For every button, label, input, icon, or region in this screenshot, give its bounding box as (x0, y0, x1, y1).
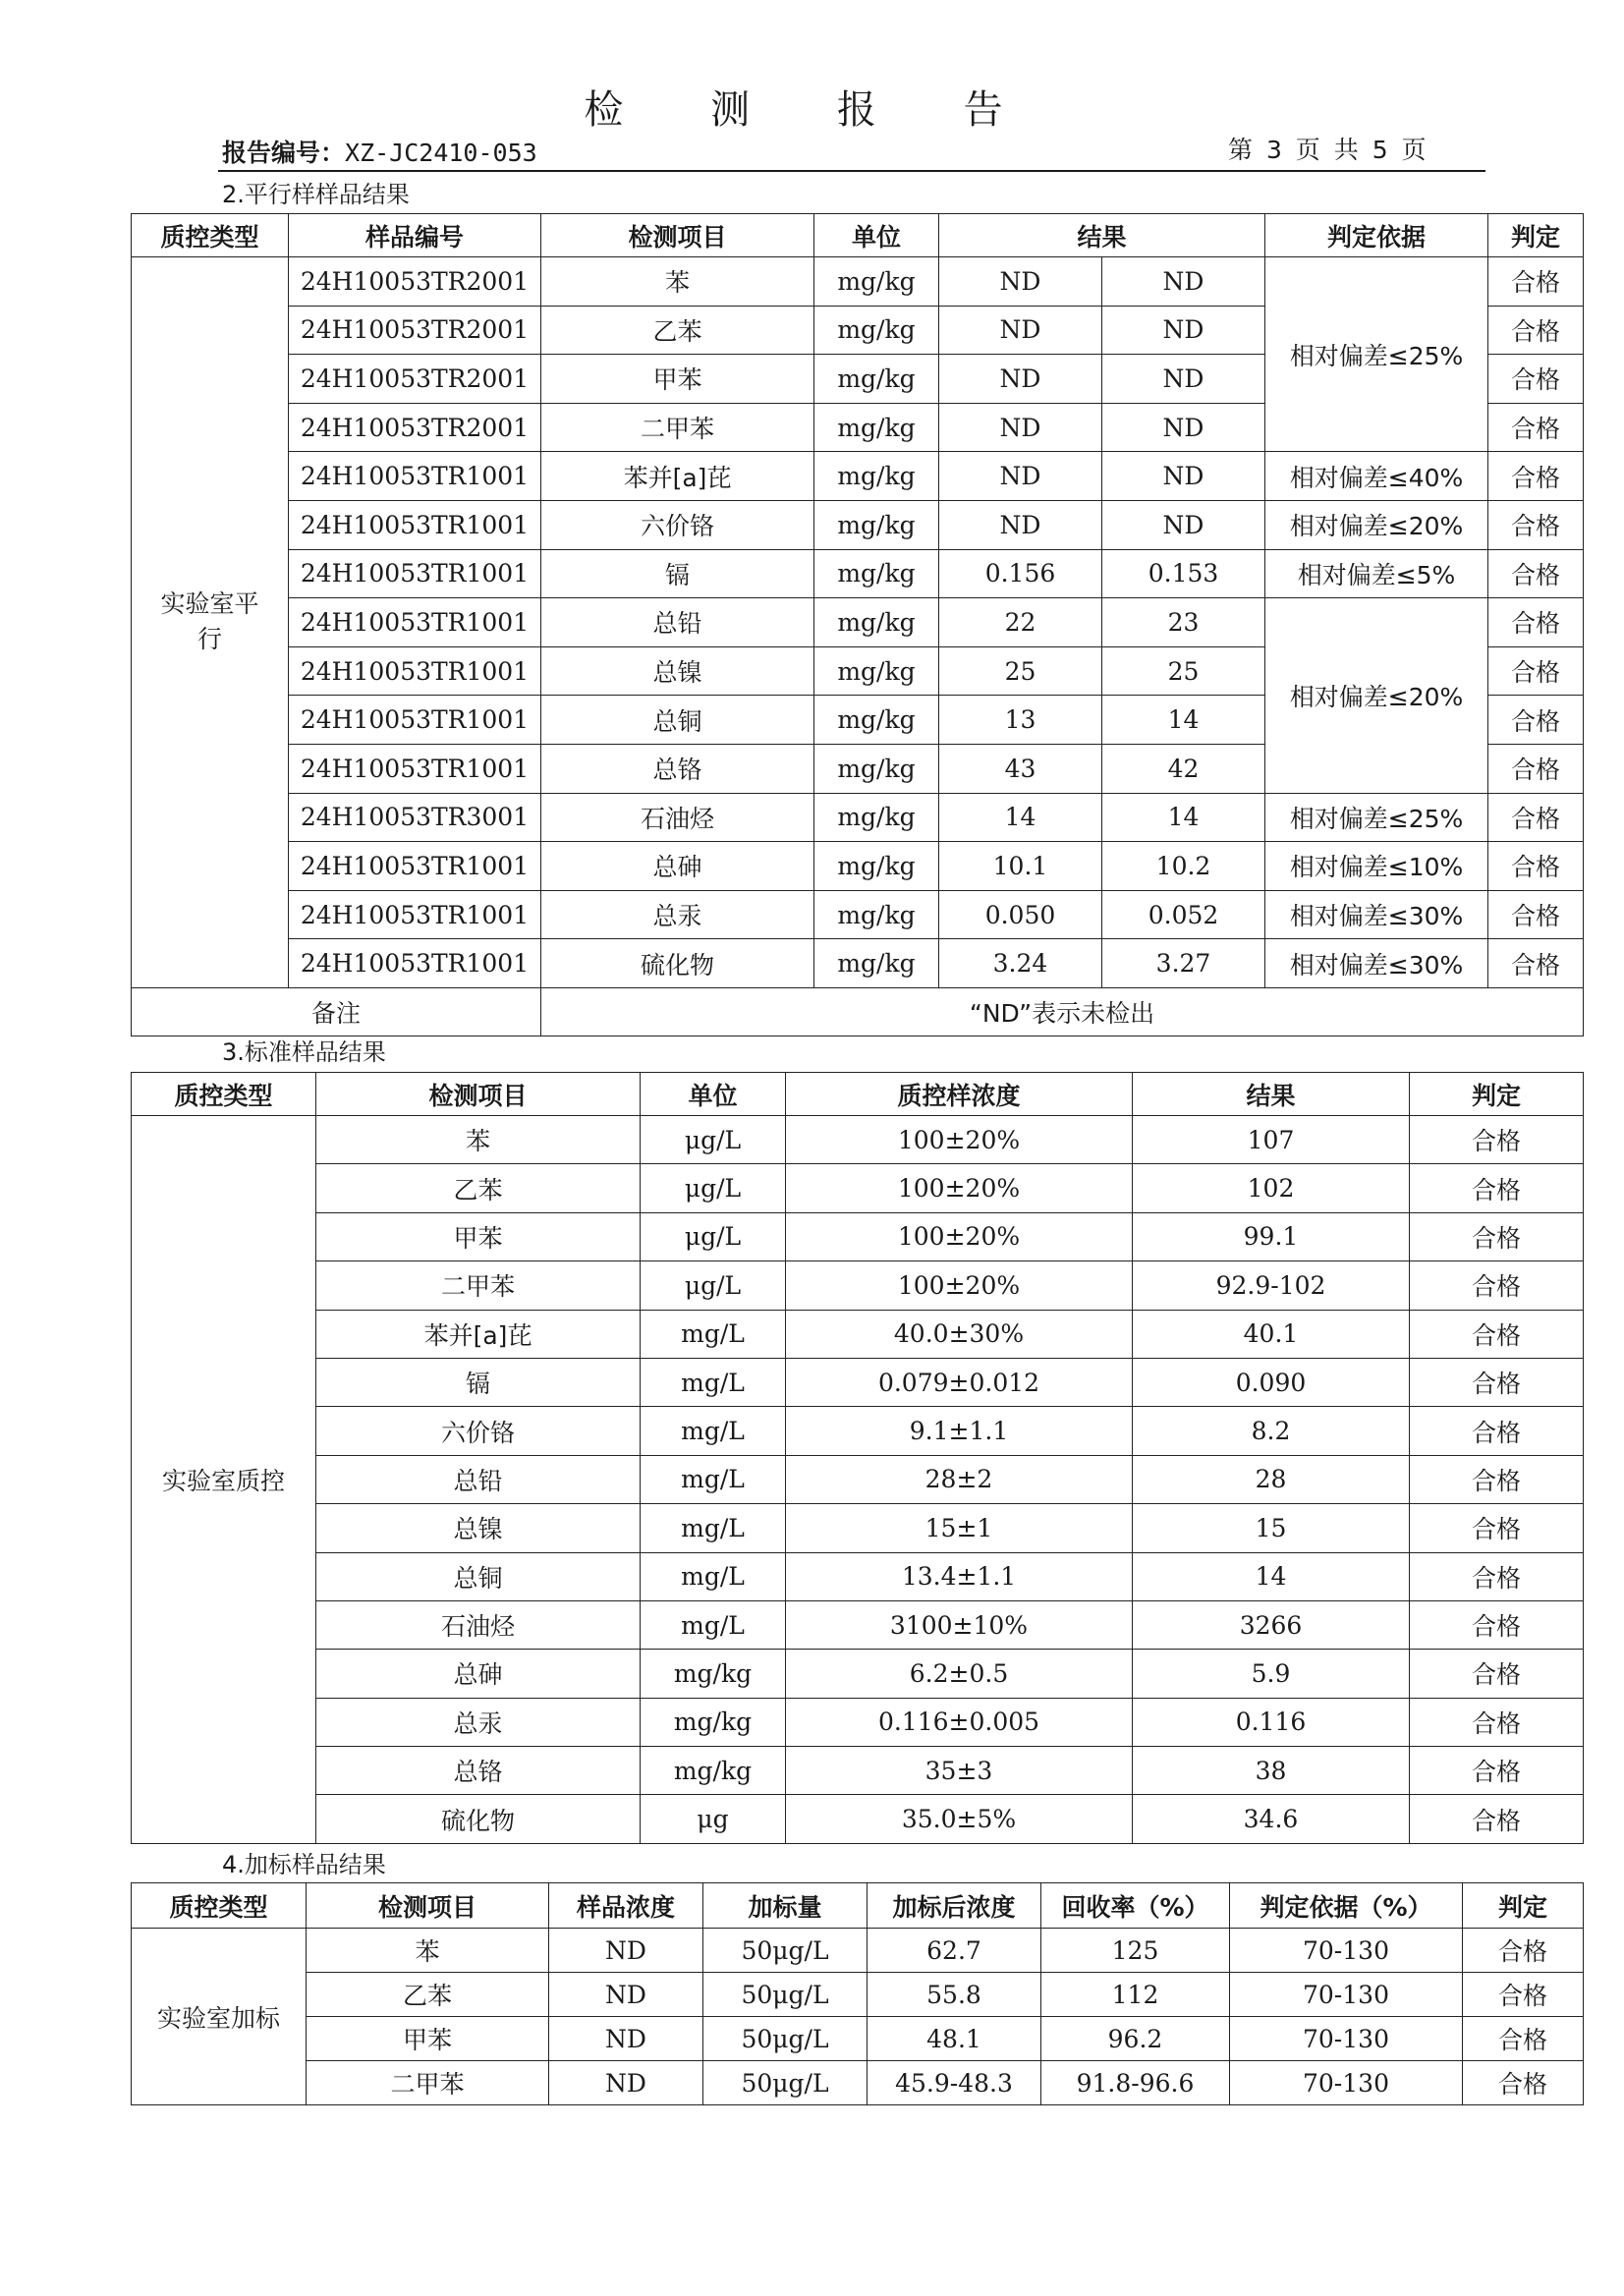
test-item-cell: 乙苯 (541, 306, 814, 355)
judgement-cell: 合格 (1410, 1747, 1584, 1795)
unit-cell: mg/L (641, 1407, 786, 1455)
table-row (132, 793, 1584, 842)
col-judgement: 判定 (1410, 1073, 1584, 1116)
unit-cell: mg/kg (814, 403, 939, 452)
test-item-cell: 硫化物 (541, 939, 814, 988)
sample-concentration-cell: ND (549, 2017, 703, 2061)
report-number-value: XZ-JC2410-053 (345, 139, 537, 167)
criterion-cell: 70-130 (1230, 2017, 1463, 2061)
test-item-cell: 总汞 (541, 890, 814, 939)
result-2-cell: 14 (1102, 793, 1265, 842)
result-1-cell: 22 (939, 598, 1102, 647)
col-sample-concentration: 样品浓度 (549, 1883, 703, 1929)
sample-no-cell: 24H10053TR1001 (289, 500, 541, 549)
judgement-cell: 合格 (1410, 1795, 1584, 1843)
col-qc-type: 质控类型 (132, 1883, 307, 1929)
result-1-cell: ND (939, 500, 1102, 549)
result-cell: 14 (1133, 1552, 1410, 1600)
result-2-cell: 3.27 (1102, 939, 1265, 988)
test-item-cell: 总铬 (541, 744, 814, 793)
result-2-cell: ND (1102, 452, 1265, 501)
test-item-cell: 乙苯 (316, 1164, 641, 1212)
col-test-item: 检测项目 (541, 214, 814, 257)
sample-no-cell: 24H10053TR1001 (289, 549, 541, 598)
test-item-cell: 总镍 (316, 1504, 641, 1552)
parallel-remark-row (132, 987, 1584, 1036)
result-cell: 34.6 (1133, 1795, 1410, 1843)
unit-cell: mg/kg (814, 257, 939, 307)
unit-cell: mg/kg (814, 549, 939, 598)
table-row (132, 890, 1584, 939)
table-row (132, 2061, 1584, 2105)
judgement-cell: 合格 (1410, 1116, 1584, 1164)
test-item-cell: 总镍 (541, 646, 814, 696)
unit-cell: mg/kg (641, 1650, 786, 1698)
sample-no-cell: 24H10053TR1001 (289, 452, 541, 501)
result-2-cell: ND (1102, 306, 1265, 355)
qc-concentration-cell: 0.116±0.005 (786, 1698, 1133, 1746)
spike-amount-cell: 50μg/L (703, 1973, 868, 2017)
qc-concentration-cell: 3100±10% (786, 1600, 1133, 1649)
qc-concentration-cell: 28±2 (786, 1455, 1133, 1503)
unit-cell: mg/kg (814, 842, 939, 891)
unit-cell: mg/L (641, 1358, 786, 1406)
criterion-cell: 70-130 (1230, 2061, 1463, 2105)
header-rule (218, 170, 1485, 172)
unit-cell: mg/kg (814, 890, 939, 939)
judgement-cell: 合格 (1410, 1455, 1584, 1503)
table-row (132, 1116, 1584, 1164)
sample-no-cell: 24H10053TR1001 (289, 939, 541, 988)
result-2-cell: 10.2 (1102, 842, 1265, 891)
table-row (132, 1698, 1584, 1746)
judgement-cell: 合格 (1463, 1973, 1584, 2017)
judgement-cell: 合格 (1488, 793, 1584, 842)
judgement-cell: 合格 (1488, 646, 1584, 696)
test-item-cell: 总砷 (316, 1650, 641, 1698)
table-row (132, 1973, 1584, 2017)
result-1-cell: ND (939, 403, 1102, 452)
judgement-cell: 合格 (1488, 403, 1584, 452)
result-2-cell: 0.153 (1102, 549, 1265, 598)
table-row (132, 1310, 1584, 1358)
recovery-cell: 112 (1041, 1973, 1230, 2017)
unit-cell: μg/L (641, 1116, 786, 1164)
criterion-cell: 70-130 (1230, 1929, 1463, 1973)
col-result: 结果 (939, 214, 1265, 257)
qc-concentration-cell: 13.4±1.1 (786, 1552, 1133, 1600)
test-item-cell: 二甲苯 (307, 2061, 549, 2105)
criterion-cell: 相对偏差≤25% (1265, 257, 1488, 452)
result-2-cell: 14 (1102, 696, 1265, 745)
post-spike-concentration-cell: 45.9-48.3 (868, 2061, 1041, 2105)
judgement-cell: 合格 (1488, 842, 1584, 891)
col-qc-type: 质控类型 (132, 1073, 316, 1116)
page-info: 第 3 页 共 5 页 (1228, 136, 1429, 164)
result-1-cell: ND (939, 452, 1102, 501)
col-recovery: 回收率（%） (1041, 1883, 1230, 1929)
col-post-spike-concentration: 加标后浓度 (868, 1883, 1041, 1929)
table-row (132, 500, 1584, 549)
unit-cell: mg/kg (641, 1698, 786, 1746)
judgement-cell: 合格 (1410, 1600, 1584, 1649)
unit-cell: μg (641, 1795, 786, 1843)
test-item-cell: 乙苯 (307, 1973, 549, 2017)
result-2-cell: ND (1102, 403, 1265, 452)
judgement-cell: 合格 (1410, 1164, 1584, 1212)
judgement-cell: 合格 (1410, 1504, 1584, 1552)
test-item-cell: 甲苯 (316, 1212, 641, 1260)
table-row (132, 939, 1584, 988)
standard-header-row (132, 1073, 1584, 1116)
parallel-header-row (132, 214, 1584, 257)
judgement-cell: 合格 (1463, 2061, 1584, 2105)
criterion-cell: 相对偏差≤40% (1265, 452, 1488, 501)
unit-cell: mg/kg (814, 598, 939, 647)
result-1-cell: 14 (939, 793, 1102, 842)
table-row (132, 1600, 1584, 1649)
table-row (132, 1650, 1584, 1698)
test-item-cell: 甲苯 (541, 355, 814, 404)
table-row (132, 549, 1584, 598)
result-2-cell: 25 (1102, 646, 1265, 696)
qc-concentration-cell: 100±20% (786, 1164, 1133, 1212)
sample-no-cell: 24H10053TR1001 (289, 842, 541, 891)
unit-cell: μg/L (641, 1212, 786, 1260)
post-spike-concentration-cell: 62.7 (868, 1929, 1041, 1973)
result-1-cell: 3.24 (939, 939, 1102, 988)
test-item-cell: 总汞 (316, 1698, 641, 1746)
result-cell: 38 (1133, 1747, 1410, 1795)
sample-no-cell: 24H10053TR1001 (289, 598, 541, 647)
test-item-cell: 苯并[a]芘 (541, 452, 814, 501)
test-item-cell: 总铅 (541, 598, 814, 647)
test-item-cell: 二甲苯 (316, 1261, 641, 1310)
test-item-cell: 六价铬 (316, 1407, 641, 1455)
result-1-cell: 10.1 (939, 842, 1102, 891)
judgement-cell: 合格 (1488, 452, 1584, 501)
test-item-cell: 镉 (316, 1358, 641, 1406)
test-item-cell: 苯 (541, 257, 814, 307)
test-item-cell: 总铬 (316, 1747, 641, 1795)
criterion-cell: 相对偏差≤10% (1265, 842, 1488, 891)
judgement-cell: 合格 (1488, 890, 1584, 939)
col-unit: 单位 (641, 1073, 786, 1116)
unit-cell: mg/kg (814, 500, 939, 549)
col-criterion: 判定依据（%） (1230, 1883, 1463, 1929)
judgement-cell: 合格 (1410, 1552, 1584, 1600)
judgement-cell: 合格 (1488, 549, 1584, 598)
judgement-cell: 合格 (1488, 696, 1584, 745)
result-2-cell: 23 (1102, 598, 1265, 647)
unit-cell: mg/kg (814, 696, 939, 745)
unit-cell: mg/L (641, 1455, 786, 1503)
judgement-cell: 合格 (1488, 355, 1584, 404)
criterion-cell: 相对偏差≤30% (1265, 890, 1488, 939)
result-1-cell: ND (939, 355, 1102, 404)
col-qc-concentration: 质控样浓度 (786, 1073, 1133, 1116)
sample-no-cell: 24H10053TR2001 (289, 355, 541, 404)
spike-amount-cell: 50μg/L (703, 2061, 868, 2105)
result-1-cell: 0.050 (939, 890, 1102, 939)
col-qc-type: 质控类型 (132, 214, 289, 257)
result-cell: 5.9 (1133, 1650, 1410, 1698)
col-test-item: 检测项目 (316, 1073, 641, 1116)
table-row (132, 1212, 1584, 1260)
post-spike-concentration-cell: 55.8 (868, 1973, 1041, 2017)
col-judgement: 判定 (1463, 1883, 1584, 1929)
test-item-cell: 六价铬 (541, 500, 814, 549)
sample-concentration-cell: ND (549, 1929, 703, 1973)
table-row (132, 1795, 1584, 1843)
result-cell: 0.090 (1133, 1358, 1410, 1406)
judgement-cell: 合格 (1463, 2017, 1584, 2061)
unit-cell: μg/L (641, 1261, 786, 1310)
qc-type-cell: 实验室加标 (132, 1929, 307, 2105)
judgement-cell: 合格 (1410, 1650, 1584, 1698)
result-2-cell: 0.052 (1102, 890, 1265, 939)
qc-concentration-cell: 100±20% (786, 1261, 1133, 1310)
result-cell: 15 (1133, 1504, 1410, 1552)
report-number-label: 报告编号： (222, 139, 346, 167)
qc-concentration-cell: 35.0±5% (786, 1795, 1133, 1843)
sample-no-cell: 24H10053TR2001 (289, 403, 541, 452)
qc-concentration-cell: 9.1±1.1 (786, 1407, 1133, 1455)
test-item-cell: 镉 (541, 549, 814, 598)
col-result: 结果 (1133, 1073, 1410, 1116)
remark-label: 备注 (132, 987, 541, 1036)
unit-cell: mg/L (641, 1310, 786, 1358)
sample-no-cell: 24H10053TR1001 (289, 696, 541, 745)
test-item-cell: 二甲苯 (541, 403, 814, 452)
test-item-cell: 硫化物 (316, 1795, 641, 1843)
result-cell: 92.9-102 (1133, 1261, 1410, 1310)
judgement-cell: 合格 (1463, 1929, 1584, 1973)
parallel-table (131, 213, 1584, 1036)
judgement-cell: 合格 (1488, 598, 1584, 647)
result-1-cell: 43 (939, 744, 1102, 793)
result-cell: 102 (1133, 1164, 1410, 1212)
sample-concentration-cell: ND (549, 2061, 703, 2105)
sample-no-cell: 24H10053TR1001 (289, 744, 541, 793)
test-item-cell: 总铅 (316, 1455, 641, 1503)
table-row (132, 1747, 1584, 1795)
qc-concentration-cell: 35±3 (786, 1747, 1133, 1795)
judgement-cell: 合格 (1488, 744, 1584, 793)
unit-cell: mg/kg (814, 793, 939, 842)
judgement-cell: 合格 (1410, 1212, 1584, 1260)
unit-cell: mg/L (641, 1504, 786, 1552)
section-parallel-title: 2.平行样样品结果 (222, 181, 410, 208)
criterion-cell: 相对偏差≤25% (1265, 793, 1488, 842)
remark-text: “ND”表示未检出 (541, 987, 1584, 1036)
test-item-cell: 苯 (307, 1929, 549, 1973)
qc-concentration-cell: 100±20% (786, 1212, 1133, 1260)
standard-table (131, 1072, 1584, 1844)
judgement-cell: 合格 (1410, 1698, 1584, 1746)
recovery-cell: 91.8-96.6 (1041, 2061, 1230, 2105)
criterion-cell: 相对偏差≤5% (1265, 549, 1488, 598)
result-2-cell: ND (1102, 500, 1265, 549)
col-test-item: 检测项目 (307, 1883, 549, 1929)
test-item-cell: 总铜 (541, 696, 814, 745)
section-standard-title: 3.标准样品结果 (222, 1038, 386, 1066)
result-cell: 28 (1133, 1455, 1410, 1503)
judgement-cell: 合格 (1488, 306, 1584, 355)
result-cell: 3266 (1133, 1600, 1410, 1649)
unit-cell: mg/kg (814, 355, 939, 404)
test-item-cell: 苯并[a]芘 (316, 1310, 641, 1358)
recovery-cell: 96.2 (1041, 2017, 1230, 2061)
result-cell: 40.1 (1133, 1310, 1410, 1358)
unit-cell: mg/kg (641, 1747, 786, 1795)
qc-concentration-cell: 100±20% (786, 1116, 1133, 1164)
judgement-cell: 合格 (1410, 1310, 1584, 1358)
test-item-cell: 甲苯 (307, 2017, 549, 2061)
unit-cell: mg/kg (814, 646, 939, 696)
criterion-cell: 相对偏差≤30% (1265, 939, 1488, 988)
table-row (132, 1929, 1584, 1973)
qc-concentration-cell: 0.079±0.012 (786, 1358, 1133, 1406)
recovery-cell: 125 (1041, 1929, 1230, 1973)
result-cell: 0.116 (1133, 1698, 1410, 1746)
sample-no-cell: 24H10053TR3001 (289, 793, 541, 842)
col-sample-no: 样品编号 (289, 214, 541, 257)
result-cell: 8.2 (1133, 1407, 1410, 1455)
result-1-cell: 13 (939, 696, 1102, 745)
result-1-cell: ND (939, 306, 1102, 355)
result-1-cell: 25 (939, 646, 1102, 696)
unit-cell: mg/kg (814, 939, 939, 988)
sample-no-cell: 24H10053TR2001 (289, 257, 541, 307)
qc-type-cell: 实验室质控 (132, 1116, 316, 1844)
table-row (132, 1358, 1584, 1406)
test-item-cell: 总铜 (316, 1552, 641, 1600)
spike-header-row (132, 1883, 1584, 1929)
judgement-cell: 合格 (1410, 1261, 1584, 1310)
judgement-cell: 合格 (1488, 939, 1584, 988)
table-row (132, 1261, 1584, 1310)
result-1-cell: ND (939, 257, 1102, 307)
judgement-cell: 合格 (1410, 1358, 1584, 1406)
result-2-cell: ND (1102, 355, 1265, 404)
table-row (132, 1455, 1584, 1503)
table-row (132, 598, 1584, 647)
qc-concentration-cell: 6.2±0.5 (786, 1650, 1133, 1698)
result-cell: 99.1 (1133, 1212, 1410, 1260)
table-row (132, 1407, 1584, 1455)
unit-cell: mg/kg (814, 744, 939, 793)
criterion-cell: 70-130 (1230, 1973, 1463, 2017)
unit-cell: μg/L (641, 1164, 786, 1212)
result-2-cell: 42 (1102, 744, 1265, 793)
qc-concentration-cell: 40.0±30% (786, 1310, 1133, 1358)
col-spike-amount: 加标量 (703, 1883, 868, 1929)
judgement-cell: 合格 (1488, 500, 1584, 549)
criterion-cell: 相对偏差≤20% (1265, 500, 1488, 549)
test-item-cell: 总砷 (541, 842, 814, 891)
result-1-cell: 0.156 (939, 549, 1102, 598)
col-judgement: 判定 (1488, 214, 1584, 257)
test-item-cell: 石油烃 (541, 793, 814, 842)
qc-concentration-cell: 15±1 (786, 1504, 1133, 1552)
unit-cell: mg/L (641, 1552, 786, 1600)
test-item-cell: 苯 (316, 1116, 641, 1164)
sample-no-cell: 24H10053TR1001 (289, 890, 541, 939)
col-unit: 单位 (814, 214, 939, 257)
unit-cell: mg/kg (814, 306, 939, 355)
post-spike-concentration-cell: 48.1 (868, 2017, 1041, 2061)
unit-cell: mg/kg (814, 452, 939, 501)
spike-table (131, 1882, 1584, 2105)
sample-concentration-cell: ND (549, 1973, 703, 2017)
result-cell: 107 (1133, 1116, 1410, 1164)
unit-cell: mg/L (641, 1600, 786, 1649)
table-row (132, 452, 1584, 501)
test-item-cell: 石油烃 (316, 1600, 641, 1649)
judgement-cell: 合格 (1410, 1407, 1584, 1455)
result-2-cell: ND (1102, 257, 1265, 307)
criterion-cell: 相对偏差≤20% (1265, 598, 1488, 793)
col-criterion: 判定依据 (1265, 214, 1488, 257)
spike-amount-cell: 50μg/L (703, 1929, 868, 1973)
judgement-cell: 合格 (1488, 257, 1584, 307)
section-spike-title: 4.加标样品结果 (222, 1851, 386, 1878)
table-row (132, 1164, 1584, 1212)
table-row (132, 1504, 1584, 1552)
table-row (132, 2017, 1584, 2061)
table-row (132, 1552, 1584, 1600)
table-row (132, 842, 1584, 891)
sample-no-cell: 24H10053TR1001 (289, 646, 541, 696)
report-title: 检 测 报 告 (584, 87, 1040, 133)
sample-no-cell: 24H10053TR2001 (289, 306, 541, 355)
spike-amount-cell: 50μg/L (703, 2017, 868, 2061)
table-row (132, 257, 1584, 307)
qc-type-cell: 实验室平行 (132, 257, 289, 988)
report-number (222, 134, 537, 169)
